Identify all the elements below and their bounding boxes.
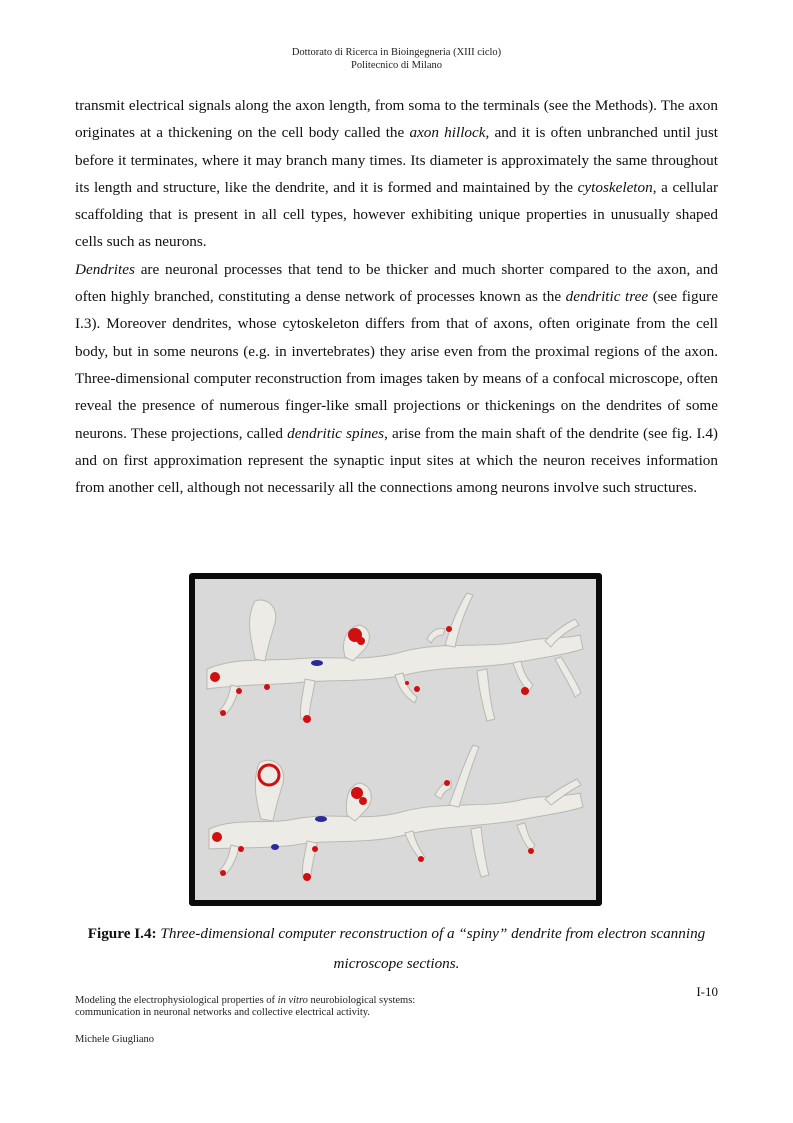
synapse-marker-alt	[315, 816, 327, 822]
synapse-marker	[351, 787, 363, 799]
dendrite-3d-image	[195, 579, 596, 900]
synapse-marker	[303, 873, 311, 881]
term-dendritic-spines: dendritic spines	[287, 424, 385, 442]
page-number: I-10	[696, 984, 718, 999]
synapse-marker	[528, 848, 534, 854]
page-footer	[75, 995, 415, 1019]
author-name: Michele Giugliano	[75, 1034, 155, 1045]
synapse-marker-alt	[311, 660, 323, 666]
term-axon-hillock: axon hillock	[409, 124, 486, 142]
page-header	[0, 46, 793, 72]
figure-caption	[75, 919, 718, 979]
header-line-2: Politecnico di Milano	[351, 60, 442, 71]
synapse-marker	[414, 686, 420, 692]
term-dendrites: Dendrites	[75, 260, 135, 278]
footer-line-2: communication in neuronal networks and collective electrical activity.	[75, 1007, 370, 1018]
synapse-marker	[357, 637, 365, 645]
synapse-marker-alt	[271, 844, 279, 850]
synapse-marker	[405, 681, 409, 685]
synapse-marker	[312, 846, 318, 852]
paragraph-axon: transmit electrical signals along the axon length, from soma to the terminals (see the Methods). The axon originates at a thickening on the cell body called the axon hillock, and it is often unbranched until just before it terminates, where it may branch many times. Its diameter is approximately the same throughout its length and structure, like the dendrite, and it is formed and maintained by the cytoskeleton, a cellular scaffolding that is present in all cell types, however exhibiting unique properties in unusually shaped cells such as neurons.	[75, 97, 719, 251]
body-text	[75, 92, 718, 501]
term-dendritic-tree: dendritic tree	[565, 288, 649, 306]
synapse-marker	[210, 672, 220, 682]
term-cytoskeleton: cytoskeleton	[577, 178, 653, 196]
synapse-marker	[236, 688, 242, 694]
synapse-marker	[264, 684, 270, 690]
synapse-marker	[303, 715, 311, 723]
footer-line-1: Modeling the electrophysiological properties of in vitro neurobiological systems:	[75, 995, 416, 1006]
paragraph-dendrites: Dendrites are neuronal processes that tend to be thicker and much shorter compared to the axon, and often highly branched, constituting a dense network of processes known as the dendritic tree (see figure I.3). Moreover dendrites, whose cytoskeleton differs from that of axons, often originate from the cell body, but in some neurons (e.g. in invertebrates) they arise even from the proximal regions of the axon. Three-dimensional computer reconstruction from images taken by means of a confocal microscope, often reveal the presence of numerous finger-like small projections or thickenings on the dendrites of some neurons. These projections, called dendritic spines, arise from the main shaft of the dendrite (see fig. I.4) and on first approximation represent the synaptic input sites at which the neuron receives information from another cell, although not necessarily all the connections among neurons involve such structures.	[75, 260, 718, 497]
synapse-marker	[446, 626, 452, 632]
synapse-marker	[220, 710, 226, 716]
figure-label: Figure I.4:	[87, 925, 157, 942]
synapse-marker	[212, 832, 222, 842]
synapse-marker	[418, 856, 424, 862]
figure-dendrite-reconstruction	[189, 573, 602, 906]
synapse-marker	[238, 846, 244, 852]
synapse-marker	[444, 780, 450, 786]
synapse-marker	[220, 870, 226, 876]
header-line-1: Dottorato di Ricerca in Bioingegneria (XIII ciclo)	[291, 47, 502, 58]
synapse-marker	[359, 797, 367, 805]
synapse-marker	[521, 687, 529, 695]
figure-caption-text: Three-dimensional computer reconstruction of a “spiny” dendrite from electron scanning microscope sections.	[156, 925, 706, 972]
